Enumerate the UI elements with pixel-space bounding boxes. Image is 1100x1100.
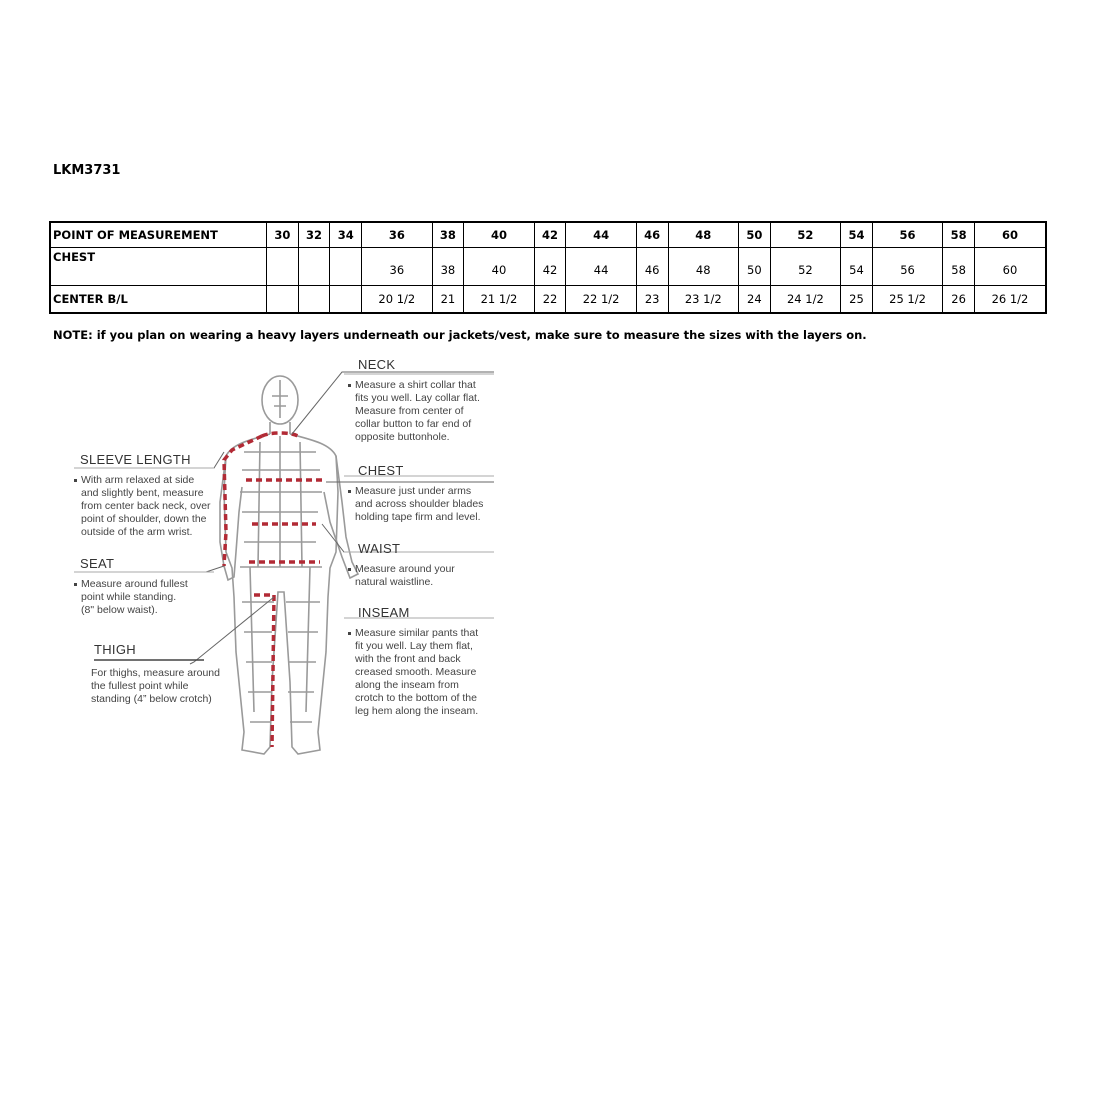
measure-lines (224, 433, 326, 747)
chest-description: Measure just under arms and across shoulder blades holding tape firm and level. (348, 485, 483, 524)
header-cell: 30 (267, 222, 299, 248)
header-cell: 38 (432, 222, 464, 248)
table-cell: 24 (738, 286, 770, 314)
header-cell: 46 (636, 222, 668, 248)
sleeve-length-description: With arm relaxed at side and slightly bent, measure from center back neck, over point of shoulder, down the outside of the arm wrist. (74, 474, 211, 539)
header-cell: 42 (534, 222, 566, 248)
table-cell: 40 (464, 248, 534, 286)
bullet-icon (348, 490, 351, 493)
bullet-icon (74, 583, 77, 586)
header-cell: 44 (566, 222, 636, 248)
table-cell: 20 1/2 (362, 286, 432, 314)
inseam-description: Measure similar pants that fit you well. Lay them flat, with the front and back creased smooth. Measure along the inseam from crotch to the bottom of the leg hem along the inseam. (348, 627, 478, 718)
table-cell: 22 (534, 286, 566, 314)
table-cell: 24 1/2 (770, 286, 840, 314)
bullet-icon (348, 384, 351, 387)
table-cell: 23 (636, 286, 668, 314)
table-cell: 48 (668, 248, 738, 286)
inseam-label: INSEAM (358, 605, 410, 620)
header-cell: 48 (668, 222, 738, 248)
waist-description: Measure around your natural waistline. (348, 563, 455, 589)
table-cell: 23 1/2 (668, 286, 738, 314)
header-cell: 32 (298, 222, 330, 248)
bullet-icon (74, 479, 77, 482)
table-cell (298, 286, 330, 314)
table-cell (267, 248, 299, 286)
table-cell: 60 (974, 248, 1046, 286)
thigh-description: For thighs, measure around the fullest point while standing (4” below crotch) (91, 667, 220, 705)
table-cell: 46 (636, 248, 668, 286)
table-cell: 38 (432, 248, 464, 286)
seat-description: Measure around fullest point while standing. (8" below waist). (74, 578, 188, 617)
table-row-center-bl (50, 286, 1046, 314)
neck-label: NECK (358, 357, 396, 372)
table-header-row (50, 222, 1046, 248)
table-cell: 52 (770, 248, 840, 286)
bullet-icon (348, 568, 351, 571)
table-cell (298, 248, 330, 286)
table-cell: 21 1/2 (464, 286, 534, 314)
header-cell: 50 (738, 222, 770, 248)
layering-note: NOTE: if you plan on wearing a heavy layers underneath our jackets/vest, make sure to measure the sizes with the layers on. (53, 328, 867, 342)
table-cell: 56 (872, 248, 942, 286)
thigh-label: THIGH (94, 642, 136, 657)
waist-label: WAIST (358, 541, 401, 556)
sleeve-length-label: SLEEVE LENGTH (80, 452, 191, 467)
header-cell: 40 (464, 222, 534, 248)
chest-label: CHEST (358, 463, 404, 478)
table-cell: 44 (566, 248, 636, 286)
header-cell: 56 (872, 222, 942, 248)
table-cell: 26 (943, 286, 975, 314)
table-cell: 54 (841, 248, 873, 286)
bullet-icon (348, 632, 351, 635)
table-row-chest (50, 248, 1046, 286)
table-cell (330, 248, 362, 286)
table-cell (330, 286, 362, 314)
header-cell: 60 (974, 222, 1046, 248)
measurement-guide (74, 352, 504, 772)
table-cell: 58 (943, 248, 975, 286)
header-cell: 36 (362, 222, 432, 248)
human-figure-icon (220, 376, 358, 754)
table-cell: 21 (432, 286, 464, 314)
table-cell (267, 286, 299, 314)
table-cell: 36 (362, 248, 432, 286)
header-cell: 54 (841, 222, 873, 248)
table-cell: 50 (738, 248, 770, 286)
table-cell: 25 (841, 286, 873, 314)
seat-label: SEAT (80, 556, 115, 571)
header-cell: 58 (943, 222, 975, 248)
row-label: CHEST (50, 248, 267, 286)
header-cell: POINT OF MEASUREMENT (50, 222, 267, 248)
table-cell: 22 1/2 (566, 286, 636, 314)
size-table (49, 221, 1047, 314)
product-code: LKM3731 (53, 163, 121, 178)
header-cell: 52 (770, 222, 840, 248)
header-cell: 34 (330, 222, 362, 248)
row-label: CENTER B/L (50, 286, 267, 314)
neck-description: Measure a shirt collar that fits you well. Lay collar flat. Measure from center of collar button to far end of opposite buttonhole. (348, 379, 480, 444)
sleeve-measure-line (224, 436, 262, 566)
table-cell: 25 1/2 (872, 286, 942, 314)
table-cell: 26 1/2 (974, 286, 1046, 314)
table-cell: 42 (534, 248, 566, 286)
